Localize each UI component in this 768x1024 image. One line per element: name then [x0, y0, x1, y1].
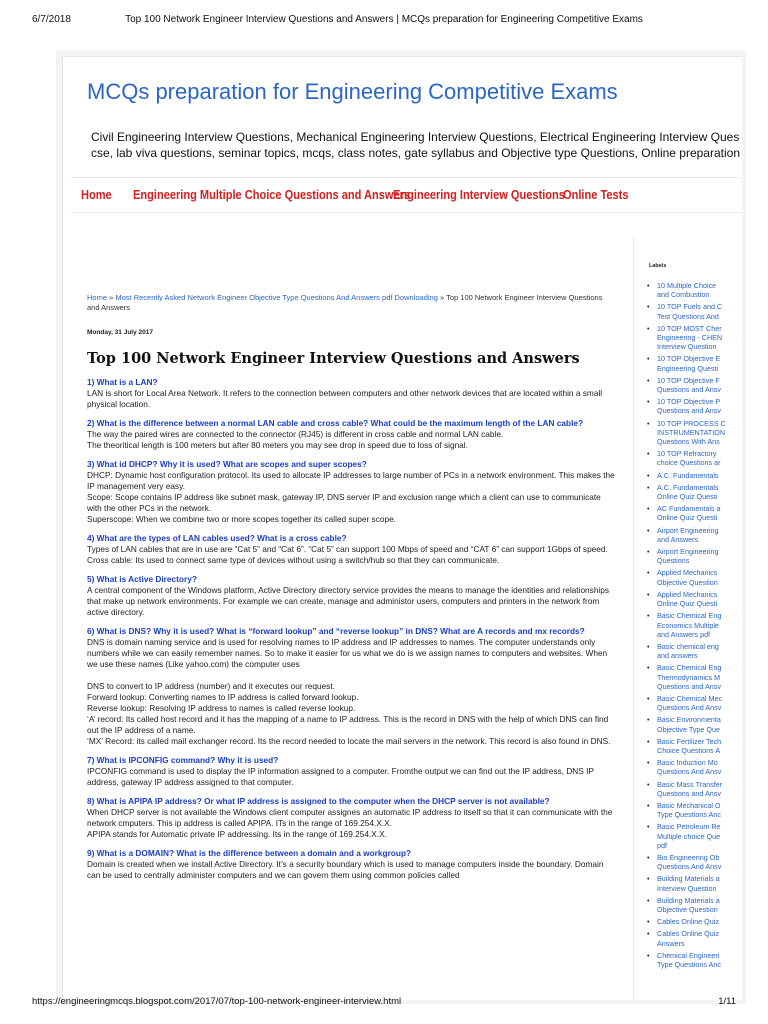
label-link-text: Economics Multiple: [657, 620, 719, 630]
answer-paragraph: Scope: Scope contains IP address like subnet mask, gateway IP, DNS server IP and exclusion range which a client can use to communicate with the other PCs in the network.: [87, 492, 601, 513]
label-link-text: • Basic Fertilizer Tech: [657, 736, 722, 746]
answer: [87, 388, 615, 410]
post-title: Top 100 Network Engineer Interview Questions and Answers: [87, 350, 580, 367]
label-link-text: Thermodynamics M: [657, 672, 721, 682]
label-link-text: and Answers: [657, 534, 699, 544]
answer-paragraph: ‘MX’ Record: its called mail exchanger record. Its the record needed to locate the mail servers in the network. This record is also found in DNS.: [87, 736, 611, 746]
breadcrumb-current: Top 100 Network Engineer Interview Questions and Answers: [87, 293, 603, 312]
label-link-text: • 10 TOP Objective F: [657, 375, 720, 385]
label-link[interactable]: [647, 568, 742, 586]
breadcrumb-separator: »: [107, 293, 116, 302]
breadcrumb-parent[interactable]: Most Recently Asked Network Engineer Objective Type Questions And Answers pdf Downloading: [115, 293, 438, 302]
label-link-text: • Basic Chemical Mec: [657, 693, 723, 703]
question: 5) What is Active Directory?: [87, 574, 197, 584]
label-link[interactable]: [647, 737, 742, 755]
label-link-text: Objective Type Que: [657, 724, 720, 734]
question: 1) What is a LAN?: [87, 377, 158, 387]
breadcrumb-separator: »: [437, 293, 447, 302]
answer-paragraph: [87, 670, 615, 681]
print-footer: [32, 996, 736, 1008]
label-link[interactable]: [647, 853, 742, 871]
print-header: [32, 14, 736, 28]
label-link[interactable]: [647, 715, 742, 733]
answer-paragraph: IPCONFIG command is used to display the IP information assigned to a computer. Fromthe output we can find out the IP address, DNS IP address, gateway IP address assigned to that computer.: [87, 766, 594, 787]
answer: [87, 766, 615, 788]
answer: [87, 859, 615, 881]
answer-paragraph: APIPA stands for Automatic private IP addressing. Its in the range of 169.254.X.X.: [87, 829, 387, 839]
label-link-text: Objective Question: [657, 904, 718, 914]
sidebar: [635, 237, 742, 972]
answer-paragraph: ‘A’ record: Its called host record and it has the mapping of a name to IP address. This is the record in DNS with the help of which DNS can find out the IP address of a name.: [87, 714, 609, 735]
answer: [87, 585, 615, 618]
label-link[interactable]: [647, 663, 742, 691]
answer: [87, 807, 615, 840]
qa-item: [87, 418, 615, 451]
label-link[interactable]: [647, 526, 742, 544]
label-link[interactable]: [647, 449, 742, 467]
label-link[interactable]: [647, 302, 742, 320]
label-link-text: • Airport Engineering: [657, 525, 719, 535]
label-link-text: • Building Materials a: [657, 874, 720, 884]
label-link-text: Answers: [657, 938, 685, 948]
answer: [87, 637, 615, 747]
answer-paragraph: Types of LAN cables that are in use are “Cat 5” and “Cat 6”. “Cat 5” can support 100 Mbps of speed and “CAT 6” can support 1Gbps of speed.: [87, 544, 608, 554]
main-navigation: [71, 177, 742, 213]
label-link-text: • Building Materials a: [657, 895, 720, 905]
answer-paragraph: DHCP: Dynamic host configuration protocol. Its used to allocate IP addresses to large number of PCs in a network environment. This makes the IP management very easy.: [87, 470, 615, 491]
label-link-text: Questions And Ansv: [657, 703, 722, 713]
question: 9) What is a DOMAIN? What is the difference between a domain and a workgroup?: [87, 848, 412, 858]
answer-paragraph: When DHCP server is not available the Windows client computer assignes an automatic IP address to itself so that it can communicate with the network cmputers. This ip address is called APIPA. ITs in the range of 169.254.X.X.: [87, 807, 613, 828]
label-link-text: Questions and Ansv: [657, 406, 721, 416]
answer: [87, 429, 615, 451]
label-link-text: Type Questions Anc: [657, 810, 721, 820]
label-link[interactable]: [647, 780, 742, 798]
label-link[interactable]: [647, 419, 742, 447]
label-link[interactable]: [647, 822, 742, 850]
label-link-text: • Applied Mechanics: [657, 589, 718, 599]
label-link-text: Objective Question: [657, 577, 718, 587]
label-link-text: • 10 TOP PROCESS C: [657, 418, 726, 428]
label-link-text: Choice Questions A: [657, 745, 721, 755]
answer-paragraph: Domain is created when we install Active Directory. It’s a security boundary which is used to manage computers inside the boundary. Domain can be used to centrally administer computers and we can govern them using common policies called: [87, 859, 604, 880]
label-link-text: Engineering - CHEN: [657, 333, 723, 343]
labels-heading: Labels: [649, 263, 667, 269]
label-link[interactable]: [647, 929, 742, 947]
answer-paragraph: LAN is short for Local Area Network. It refers to the connection between computers and other network devices that are located within a small physical location.: [87, 388, 603, 409]
label-link-text: INSTRUMENTATION: [657, 427, 726, 437]
label-link-text: • Basic Mass Transfer: [657, 779, 723, 789]
breadcrumb-home[interactable]: Home: [87, 293, 108, 302]
answer-paragraph: Reverse lookup: Resolving IP address to names is called reverse lookup.: [87, 703, 356, 713]
label-link-text: • 10 TOP Fuels and C: [657, 302, 723, 312]
question: 2) What is the difference between a normal LAN cable and cross cable? What could be the maximum length of the LAN cable?: [87, 418, 584, 428]
label-link[interactable]: [647, 694, 742, 712]
qa-item: [87, 755, 615, 788]
label-link-text: Engineering Questi: [657, 363, 719, 373]
label-link[interactable]: [647, 951, 742, 969]
question: 3) What id DHCP? Why it is used? What are scopes and super scopes?: [87, 459, 367, 469]
label-link[interactable]: [647, 483, 742, 501]
blog-description-line: Civil Engineering Interview Questions, Mechanical Engineering Interview Questions, Electrical Engineering Interview Ques: [91, 130, 740, 144]
label-link-text: • 10 Multiple Choice: [657, 281, 717, 290]
label-link-text: Interview Question: [657, 342, 717, 352]
label-link-text: Questions: [657, 556, 690, 566]
blog-description: [91, 129, 742, 161]
label-link[interactable]: [647, 611, 742, 639]
label-link-text: • Basic Chemical Eng: [657, 663, 722, 673]
post-body: [87, 377, 615, 881]
label-link-text: • Basic chemical eng: [657, 641, 719, 651]
qa-item: [87, 574, 615, 618]
label-link-text: Questions With Ans: [657, 437, 720, 447]
answer-paragraph: DNS is domain naming service and is used for resolving names to IP address and IP addresses to names. The computer understands only numbers while we can easily remember names. So to make it easier for us what we do is we assign names to computers and websites. When we use these names (Like yahoo.com) the computer uses: [87, 637, 608, 669]
label-link-text: • 10 TOP Refractory: [657, 449, 717, 459]
qa-item: [87, 848, 615, 881]
nav-online-tests[interactable]: Online Tests: [563, 187, 629, 202]
qa-item: [87, 377, 615, 410]
qa-item: [87, 533, 615, 566]
label-link-text: and answers: [657, 651, 698, 661]
answer: [87, 544, 615, 566]
question: 4) What are the types of LAN cables used? What is a cross cable?: [87, 533, 347, 543]
breadcrumb: [87, 293, 615, 313]
label-link-text: • 10 TOP Objective E: [657, 354, 721, 364]
label-link[interactable]: [647, 758, 742, 776]
label-link-text: and Answers pdf: [657, 629, 711, 639]
label-link[interactable]: [647, 801, 742, 819]
label-link-text: Type Questions Anc: [657, 960, 721, 969]
answer-paragraph: A central component of the Windows platform, Active Directory directory service provides the means to manage the identities and relationships that make up network environments. For example we can create, manage and administor users, computers and printers in the network from active directory.: [87, 585, 610, 617]
label-link-text: Test Questions And: [657, 311, 719, 321]
label-link-text: Online Quiz Questi: [657, 513, 718, 523]
label-link-text: • Basic Induction Mo: [657, 758, 718, 768]
question: 7) What is IPCONFIG command? Why it is used?: [87, 755, 279, 765]
label-link-text: and Combustion: [657, 290, 710, 300]
print-date: 6/7/2018: [32, 14, 71, 25]
label-link-text: • AC Fundamentals a: [657, 504, 721, 514]
label-link-text: • A.C. Fundamentals: [657, 482, 719, 492]
nav-interview-questions[interactable]: Engineering Interview Questions: [393, 187, 565, 202]
answer-paragraph: The theoritical length is 100 meters but after 80 meters you may see drop in speed due to loss of signal.: [87, 440, 468, 450]
label-link-text: pdf: [657, 840, 667, 850]
print-page-title: Top 100 Network Engineer Interview Questions and Answers | MCQs preparation for Engineering Competitive Exams: [125, 14, 643, 25]
label-link-text: Questions and Ansv: [657, 681, 721, 691]
label-link[interactable]: [647, 504, 742, 522]
sidebar-divider: [633, 237, 634, 1000]
label-link[interactable]: [647, 471, 742, 480]
nav-home[interactable]: Home: [81, 187, 112, 202]
label-link-text: Questions And Ansv: [657, 767, 722, 777]
print-page-number: 1/11: [718, 996, 736, 1007]
label-link[interactable]: [647, 917, 742, 926]
answer-paragraph: Superscope: When we combine two or more scopes together its called super scope.: [87, 514, 396, 524]
label-link[interactable]: [647, 547, 742, 565]
label-link[interactable]: [647, 397, 742, 415]
answer-paragraph: The way the paired wires are connected to the connector (RJ45) is different in cross cable and normal LAN cable.: [87, 429, 504, 439]
qa-item: [87, 626, 615, 747]
post-column: [87, 293, 615, 889]
nav-engineering-mcq[interactable]: Engineering Multiple Choice Questions and Answers: [133, 187, 411, 202]
label-link-text: Questions and Ansv: [657, 788, 721, 798]
answer: [87, 470, 615, 525]
labels-list: [647, 281, 742, 969]
answer-paragraph: Cross cable: Its used to connect same type of devices without using a switch/hub so that they can communicate.: [87, 555, 500, 565]
label-link-text: Questions And Ansv: [657, 862, 722, 872]
label-link[interactable]: [647, 281, 742, 299]
label-link-text: Online Quiz Questi: [657, 599, 718, 609]
qa-item: [87, 459, 615, 525]
label-link-text: • Cables Online Quiz: [657, 917, 719, 927]
blog-title[interactable]: MCQs preparation for Engineering Competitive Exams: [87, 79, 618, 104]
answer-paragraph: Forward lookup: Converting names to IP address is called forward lookup.: [87, 692, 359, 702]
label-link-text: Online Quiz Questi: [657, 492, 718, 502]
answer-paragraph: DNS to convert to IP address (number) and it executes our request.: [87, 681, 335, 691]
label-link[interactable]: [647, 376, 742, 394]
label-link-text: • Bio Engineering Ob: [657, 852, 720, 862]
question: 6) What is DNS? Why it is used? What is “forward lookup” and “reverse lookup” in DNS? What are A records and mx records?: [87, 626, 585, 636]
print-url: https://engineeringmcqs.blogspot.com/2017/07/top-100-network-engineer-interview.html: [32, 996, 402, 1007]
label-link-text: • Basic Environmenta: [657, 715, 721, 725]
label-link-text: Questions and Ansv: [657, 385, 721, 395]
label-link-text: Interview Question: [657, 883, 717, 893]
label-link[interactable]: [647, 896, 742, 914]
label-link-text: • 10 TOP Objective P: [657, 397, 721, 407]
label-link-text: • Basic Chemical Eng: [657, 611, 722, 621]
blog-page: [62, 56, 742, 1000]
label-link-text: choice Questions ar: [657, 458, 721, 468]
label-link[interactable]: [647, 642, 742, 660]
post-date: Monday, 31 July 2017: [87, 329, 153, 336]
label-link-text: • Chemical Engineeri: [657, 950, 720, 960]
label-link[interactable]: [647, 874, 742, 892]
label-link-text: Multiple choice Que: [657, 831, 721, 841]
label-link-text: • Applied Mechanics: [657, 568, 718, 578]
label-link-text: • Basic Petroleum Re: [657, 822, 721, 832]
blog-description-line: cse, lab viva questions, seminar topics, mcqs, class notes, gate syllabus and Objective type Questions, Online preparation: [91, 146, 740, 160]
label-link[interactable]: [647, 354, 742, 372]
label-link[interactable]: [647, 324, 742, 352]
question: 8) What is APIPA IP address? Or what IP address is assigned to the computer when the DHCP server is not available?: [87, 796, 550, 806]
label-link-text: • 10 TOP MOST Cher: [657, 323, 722, 333]
label-link[interactable]: [647, 590, 742, 608]
label-link-text: • Basic Mechanical O: [657, 800, 721, 810]
label-link-text: • Airport Engineering: [657, 547, 719, 557]
qa-item: [87, 796, 615, 840]
label-link-text: • Cables Online Quiz: [657, 929, 719, 939]
label-link-text: • A.C. Fundamentals: [657, 470, 719, 480]
